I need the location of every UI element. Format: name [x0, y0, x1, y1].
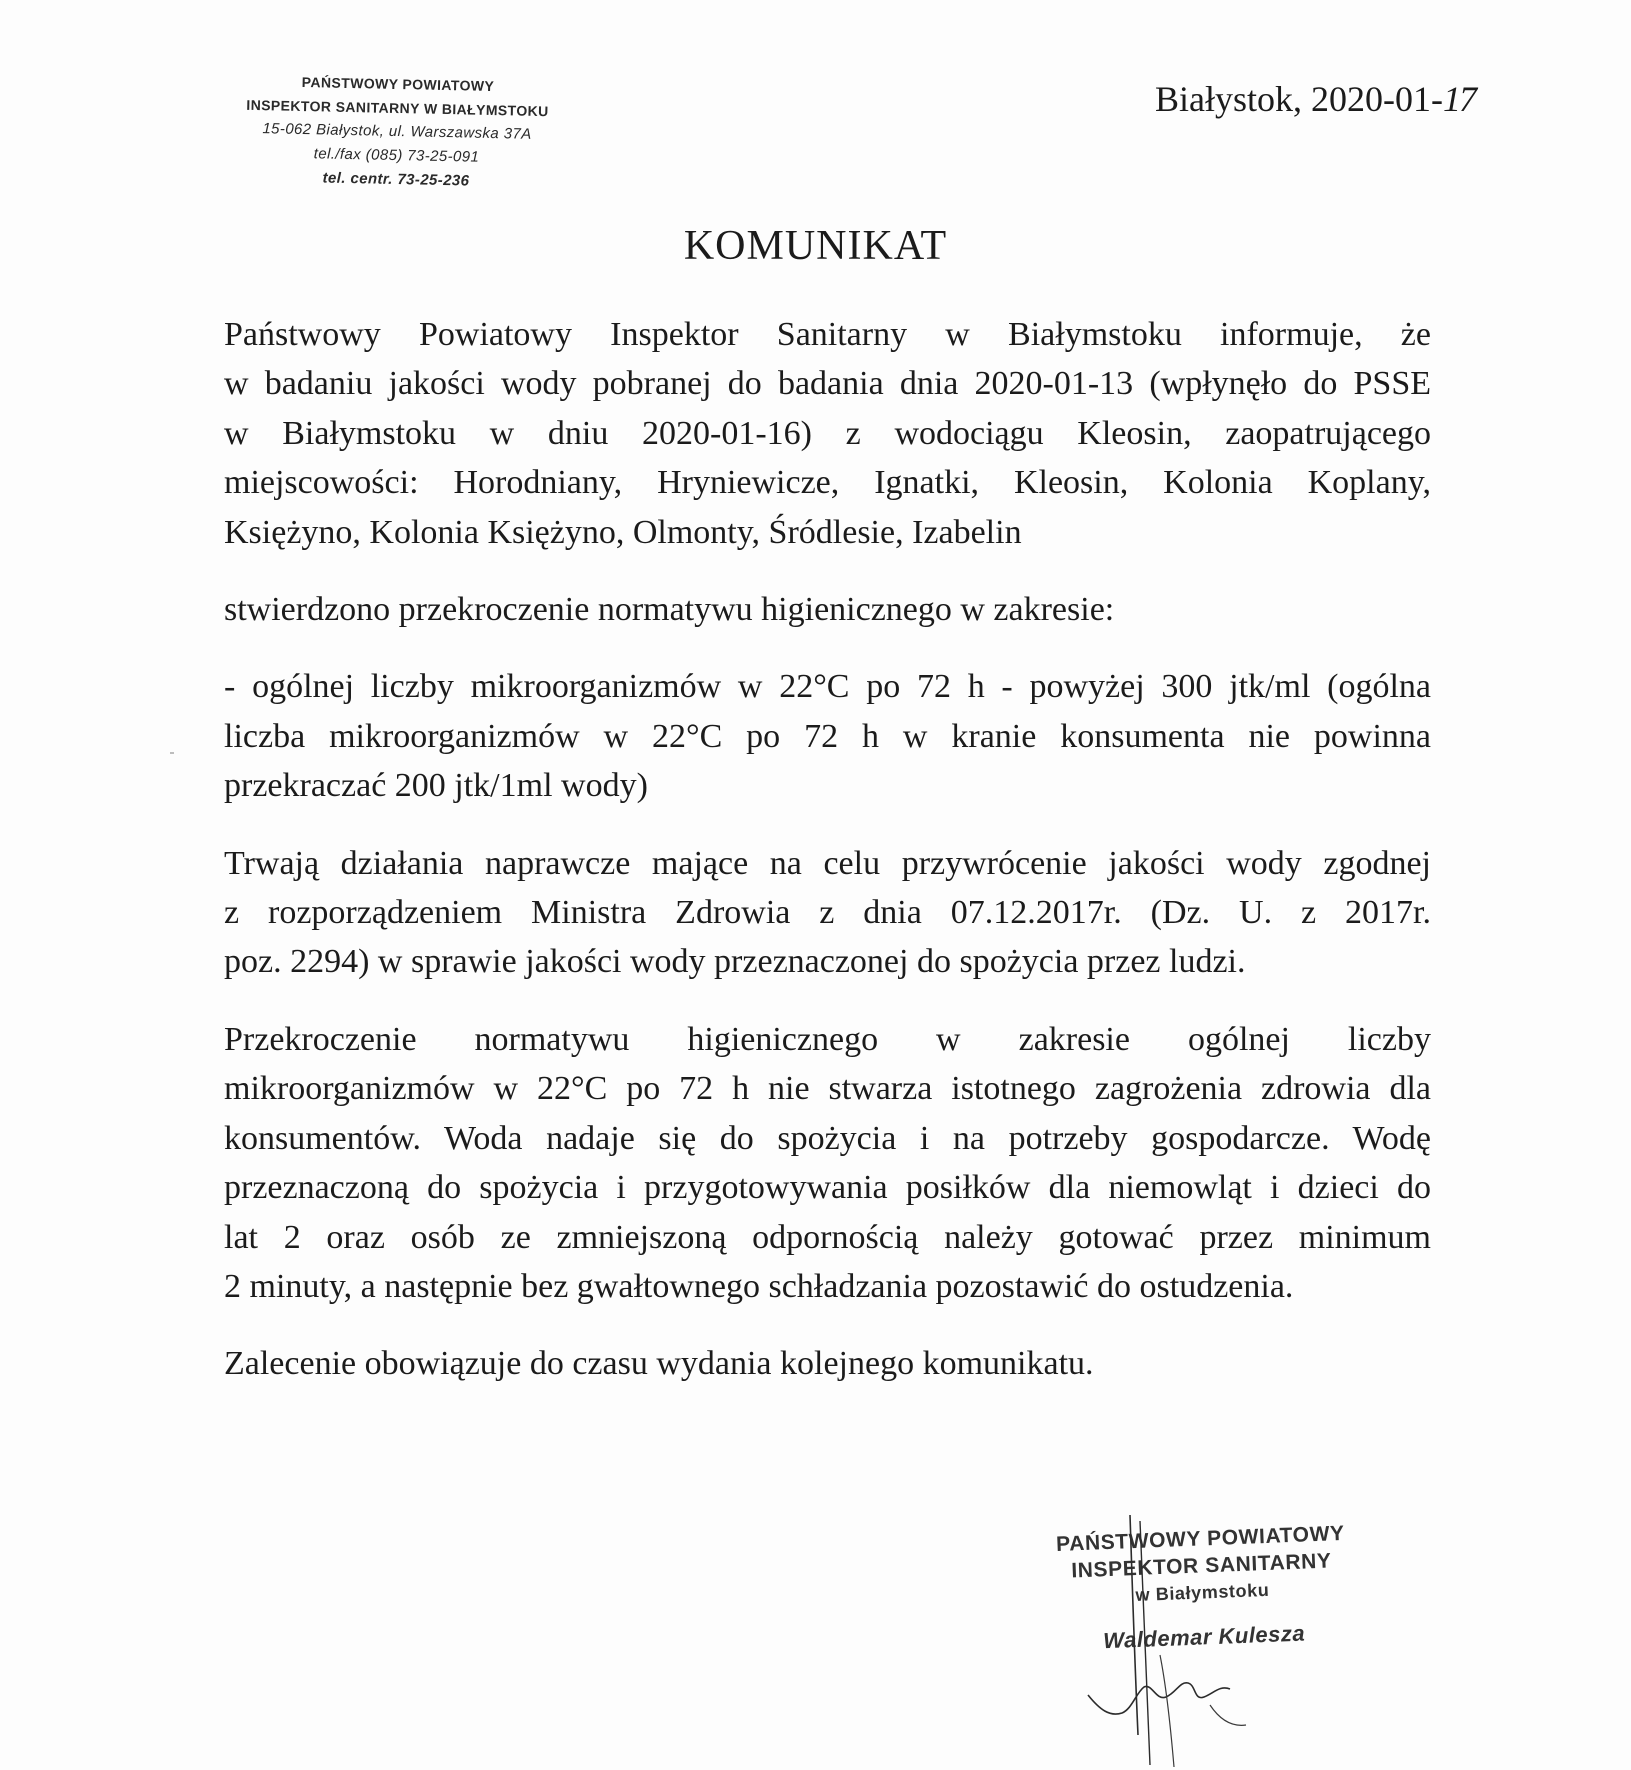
header-stamp-line: tel./fax (085) 73-25-091: [313, 145, 480, 166]
header-stamp-line: tel. centr. 73-25-236: [322, 169, 470, 190]
handwritten-signature: [1070, 1505, 1320, 1770]
signatory-name: Waldemar Kulesza: [1102, 1620, 1306, 1654]
text-line: przekraczać 200 jtk/1ml wody): [224, 767, 648, 805]
paragraph-2: [224, 585, 1431, 634]
text-line: Zalecenie obowiązuje do czasu wydania kolejnego komunikatu.: [224, 1345, 1094, 1383]
header-stamp-line: PAŃSTWOWY POWIATOWY: [301, 73, 495, 95]
text-line: miejscowości: Horodniany, Hryniewicze, Ignatki, Kleosin, Kolonia Koplany,: [224, 464, 1431, 502]
text-line: Przekroczenie normatywu higienicznego w zakresie ogólnej liczby: [224, 1020, 1431, 1058]
text-line: liczba mikroorganizmów w 22°C po 72 h w kranie konsumenta nie powinna: [224, 717, 1431, 755]
document-title: KOMUNIKAT: [683, 223, 948, 269]
header-stamp: [221, 68, 573, 195]
text-line: Trwają działania naprawcze mające na celu przywrócenie jakości wody zgodnej: [224, 844, 1431, 882]
text-line: - ogólnej liczby mikroorganizmów w 22°C po 72 h - powyżej 300 jtk/ml (ogólna: [224, 668, 1431, 706]
text-line: mikroorganizmów w 22°C po 72 h nie stwarza istotnego zagrożenia zdrowia dla: [224, 1070, 1431, 1108]
paragraph-4: [224, 839, 1431, 987]
paragraph-5: [224, 1015, 1431, 1311]
text-line: w Białymstoku w dniu 2020-01-16) z wodociągu Kleosin, zaopatrującego: [224, 414, 1431, 452]
scan-speck: [170, 752, 174, 754]
text-line: stwierdzono przekroczenie normatywu higienicznego w zakresie:: [224, 591, 1115, 629]
signature-stamp-line: INSPEKTOR SANITARNY: [1070, 1549, 1332, 1583]
text-line: z rozporządzeniem Ministra Zdrowia z dnia 07.12.2017r. (Dz. U. z 2017r.: [224, 894, 1431, 932]
document-body: [224, 310, 1431, 1417]
signature-stamp-line: PAŃSTWOWY POWIATOWY: [1055, 1521, 1346, 1556]
date-text: Białystok, 2020-01-: [1155, 79, 1443, 119]
document-date: [1155, 78, 1475, 120]
text-line: poz. 2294) w sprawie jakości wody przeznaczonej do spożycia przez ludzi.: [224, 943, 1246, 981]
paragraph-1: [224, 310, 1431, 557]
text-line: Księżyno, Kolonia Księżyno, Olmonty, Śródlesie, Izabelin: [224, 513, 1022, 551]
text-line: przeznaczoną do spożycia i przygotowywania posiłków dla niemowląt i dzieci do: [224, 1169, 1431, 1207]
text-line: w badaniu jakości wody pobranej do badania dnia 2020-01-13 (wpłynęło do PSSE: [224, 365, 1431, 403]
header-stamp-line: 15-062 Białystok, ul. Warszawska 37A: [262, 120, 532, 143]
text-line: 2 minuty, a następnie bez gwałtownego schładzania pozostawić do ostudzenia.: [224, 1267, 1294, 1305]
text-line: Państwowy Powiatowy Inspektor Sanitarny w Białymstoku informuje, że: [224, 316, 1431, 353]
text-line: lat 2 oraz osób ze zmniejszoną odpornością należy gotować przez minimum: [224, 1218, 1431, 1256]
signature-stamp-line: w Białymstoku: [1135, 1579, 1270, 1605]
date-handwritten-day: 17: [1443, 79, 1475, 119]
header-stamp-line: INSPEKTOR SANITARNY W BIAŁYMSTOKU: [246, 96, 549, 120]
paragraph-3: [224, 662, 1431, 810]
paragraph-6: [224, 1339, 1431, 1388]
text-line: konsumentów. Woda nadaje się do spożycia i na potrzeby gospodarcze. Wodę: [224, 1119, 1431, 1157]
